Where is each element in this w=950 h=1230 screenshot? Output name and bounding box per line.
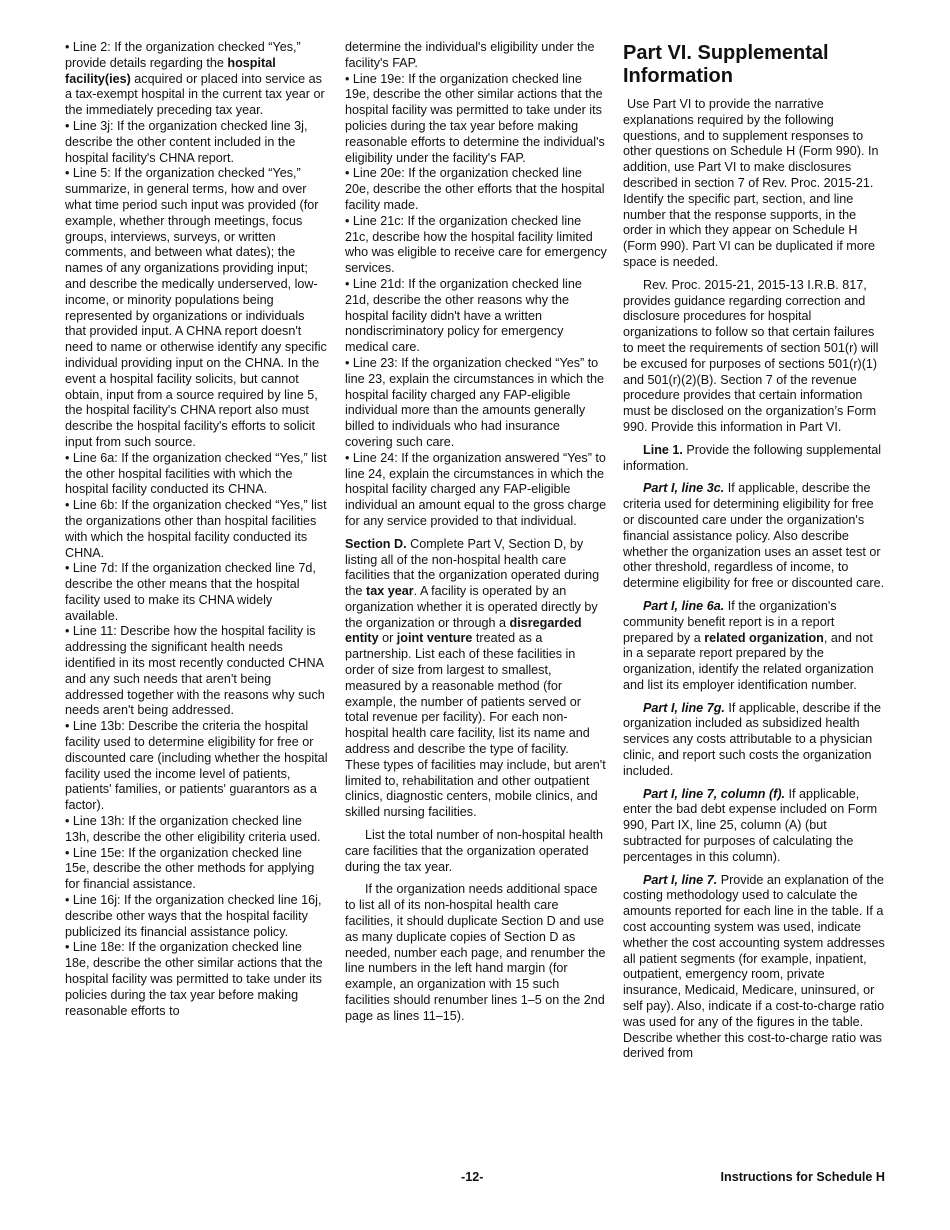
section-d-heading: Section D. — [345, 536, 407, 551]
part-i-line-7g: Part I, line 7g. If applicable, describe if the organization included as subsidized health services any costs attributable to a physician clinic, and report such costs the organization included. — [623, 700, 882, 778]
bullet-line-5: • Line 5: If the organization checked “Yes,” summarize, in general terms, how and over what time period such input was provided (for example, whether through meetings, focus groups, interviews, surveys, or written comments, and between what dates); the names of any organizations providing input; and describe the medically underserved, low-income, or minority populations being represented by organizations or individuals that provided input. A CHNA report doesn't need to name or otherwise identify any specific individual providing input on the CHNA. In the event a hospital facility solicits, but cannot obtain, input from a source required by line 5, the hospital facility's CHNA report also must describe the hospital facility's efforts to solicit input from such source. — [65, 166, 327, 449]
bullet-line-18e: • Line 18e: If the organization checked line 18e, describe the other similar actions that the hospital facility was permitted to take under its policies during the tax year before making reasonable efforts to — [65, 940, 323, 1018]
column-3 — [623, 40, 885, 1062]
bullet-line-16j: • Line 16j: If the organization checked line 16j, describe other ways that the hospital facility publicized its financial assistance policy. — [65, 893, 322, 939]
section-d-paragraph: Section D. Complete Part V, Section D, by listing all of the non-hospital health care facilities that the organization operated during the tax year. A facility is operated by an organization whether it is operated directly by the organization or through a disregarded entity or joint venture treated as a partnership. List each of these facilities in order of size from largest to smallest, measured by a reasonable method (for example, the number of patients served or total revenue per facility). For each non-hospital health care facility, list its name and address and describe the type of facility. These types of facilities may include, but aren't limited to, rehabilitation and other outpatient clinics, diagnostic centers, mobile clinics, and skilled nursing facilities. — [345, 536, 606, 820]
part-i-line-7-column-f: Part I, line 7, column (f). If applicable, enter the bad debt expense included on Form 990, Part IX, line 25, column (A) (but subtracted for purposes of calculating the percentages in this column). — [623, 786, 878, 864]
bullet-line-11: • Line 11: Describe how the hospital facility is addressing the significant health needs identified in its most recently conducted CHNA and any such needs that aren't being addressed together with the reasons why such needs aren't being addressed. — [65, 624, 325, 718]
page-number: -12- — [461, 1170, 484, 1184]
bullet-line-21d: • Line 21d: If the organization checked line 21d, describe the other reasons why the hospital facility didn't have a written nondiscriminatory policy for emergency medical care. — [345, 276, 582, 355]
bullet-line-21c: • Line 21c: If the organization checked line 21c, describe how the hospital facility limited who was eligible to receive care for emergency services. — [345, 213, 607, 276]
part-vi-title: Part VI. Supplemental Information — [623, 42, 829, 87]
bullet-line-6b: • Line 6b: If the organization checked “Yes,” list the organizations other than hospital facilities with which the hospital facility conducted its CHNA. — [65, 498, 327, 560]
part-vi-intro: Use Part VI to provide the narrative explanations required by the following questions, and to supplement responses to other questions on Schedule H (Form 990). In addition, use Part VI to make disclosures described in section 7 of Rev. Proc. 2015-21. Identify the specific part, section, and line number that the response supports, in the order in which they appear on Schedule H (Form 990). Part VI can be duplicated if more space is needed. — [623, 97, 879, 269]
bullet-line-20e: • Line 20e: If the organization checked line 20e, describe the other efforts that the hospital facility made. — [345, 166, 605, 212]
rev-proc-paragraph: Rev. Proc. 2015-21, 2015-13 I.R.B. 817, provides guidance regarding correction and disclosure procedures for hospital organizations to follow so that certain failures to meet the requirements of section 501(r) will be excused for purposes of sections 501(r)(1) and 501(r)(2)(B). Section 7 of the revenue procedure provides that certain information must be disclosed on the organization’s Form 990. Provide this information in Part VI. — [623, 277, 879, 434]
bullet-line-2: • Line 2: If the organization checked “Yes,” provide details regarding the hospital facility(ies) acquired or placed into service as a tax-exempt hospital in the current tax year or the immediately preceding tax year. — [65, 40, 325, 118]
bullet-line-23: • Line 23: If the organization checked “Yes” to line 23, explain the circumstances in which the hospital facility charged any FAP-eligible individual more than the amounts generally billed to individuals who had insurance covering such care. — [345, 355, 605, 449]
bullet-line-13b: • Line 13b: Describe the criteria the hospital facility used to determine eligibility for free or discounted care (including whether the hospital facility used the income level of patients, patients' families, or patients' guarantors as a factor). — [65, 719, 328, 813]
bullet-line-7d: • Line 7d: If the organization checked line 7d, describe the other means that the hospital facility used to make its CHNA widely available. — [65, 561, 316, 623]
column-2 — [345, 40, 607, 1025]
part-i-line-3c: Part I, line 3c. If applicable, describe the criteria used for determining eligibility for free or discounted care under the organization's financial assistance policy. Also describe whether the organization uses an asset test or other threshold, regardless of income, to determine eligibility for free or discounted care. — [623, 481, 885, 591]
bullet-line-3j: • Line 3j: If the organization checked line 3j, describe the other content included in the hospital facility's CHNA report. — [65, 118, 308, 165]
part-i-line-6a: Part I, line 6a. If the organization's community benefit report is in a report prepared by a related organization, and not in a separate report prepared by the organization, identify the related organization and list its employer identification number. — [623, 598, 874, 692]
section-d-additional-space-paragraph: If the organization needs additional space to list all of its non-hospital health care facilities, it should duplicate Section D and use as many duplicate copies of Section D as needed, number each page, and renumber the line numbers in the left hand margin (for example, an organization with 15 such facilities should renumber lines 1–5 on the 2nd page as lines 11–15). — [345, 882, 606, 1023]
document-title: Instructions for Schedule H — [720, 1170, 885, 1184]
bullet-line-15e: • Line 15e: If the organization checked line 15e, describe the other methods for applying for financial assistance. — [65, 845, 315, 892]
bullet-line-13h: • Line 13h: If the organization checked line 13h, describe the other eligibility criteria used. — [65, 814, 321, 844]
bullet-line-24: • Line 24: If the organization answered “Yes” to line 24, explain the circumstances in which the hospital facility charged any FAP-eligible individual an amount equal to the gross charge for any service provided to that individual. — [345, 450, 607, 528]
section-d-total-paragraph: List the total number of non-hospital health care facilities that the organization operated during the tax year. — [345, 828, 604, 874]
bullet-line-6a: • Line 6a: If the organization checked “Yes,” list the other hospital facilities with which the hospital facility conducted its CHNA. — [65, 450, 327, 497]
column-1 — [65, 40, 328, 1019]
continued-text: determine the individual's eligibility under the facility's FAP. — [345, 40, 595, 70]
part-i-line-7: Part I, line 7. Provide an explanation of the costing methodology used to calculate the amounts reported for each line in the table. If a cost accounting system was used, indicate whether the cost accounting system addresses all patient segments (for example, inpatient, outpatient, emergency room, private insurance, Medicaid, Medicare, uninsured, or self pay). Also, indicate if a cost-to-charge ratio was used for any of the figures in the table. Describe whether this cost-to-charge ratio was derived from — [623, 872, 885, 1061]
line-1-paragraph: Line 1. Provide the following supplemental information. — [623, 442, 882, 473]
bullet-line-19e: • Line 19e: If the organization checked line 19e, describe the other similar actions that the hospital facility was permitted to take under its policies during the tax year before making reasonable efforts to determine the individual's eligibility under the facility's FAP. — [345, 71, 605, 165]
